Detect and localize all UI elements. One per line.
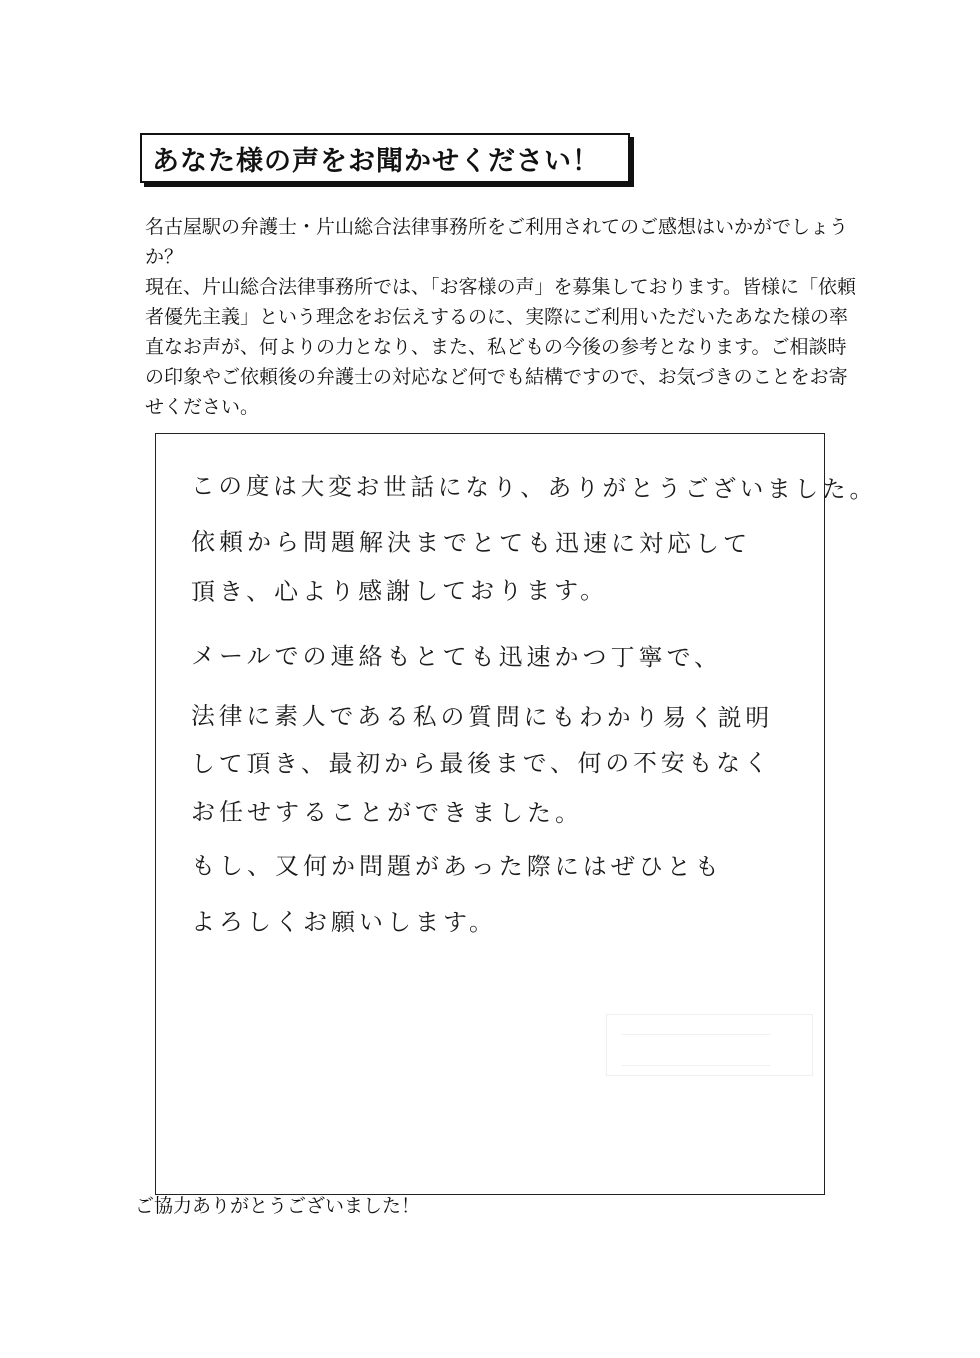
thanks-text: ご協力ありがとうございました！ xyxy=(135,1195,421,1217)
handwritten-line-2: 依頼から問題解決までとても迅速に対応して xyxy=(190,528,752,558)
handwritten-line-4: メールでの連絡もとても迅速かつ丁寧で、 xyxy=(190,642,723,672)
handwritten-line-9: よろしくお願いします。 xyxy=(190,908,498,937)
intro-paragraph-1: 名古屋駅の弁護士・片山総合法律事務所をご利用されてのご感想はいかがでしょうか？ xyxy=(145,216,849,268)
handwritten-line-1: この度は大変お世話になり、ありがとうございました。 xyxy=(190,472,878,504)
faint-stamp-inner xyxy=(621,1034,771,1066)
handwritten-line-5: 法律に素人である私の質問にもわかり易く説明 xyxy=(190,702,774,733)
handwritten-line-6: して頂き、最初から最後まで、何の不安もなく xyxy=(190,748,772,778)
handwritten-answer-box xyxy=(155,433,878,1195)
intro-text xyxy=(145,212,865,422)
handwritten-line-7: お任せすることができました。 xyxy=(190,798,584,828)
handwritten-line-8: もし、又何か問題があった際にはぜひとも xyxy=(190,852,723,881)
page-title: あなた様の声をお聞かせください！ xyxy=(152,145,600,177)
title-box xyxy=(140,133,630,183)
intro-paragraph-2: 現在、片山総合法律事務所では、「お客様の声」を募集しております。皆様に「依頼者優先主義」という理念をお伝えするのに、実際にご利用いただいたあなた様の率直なお声が、何よりの力となり、また、私どもの今後の参考となります。ご相談時の印象やご依頼後の弁護士の対応など何でも結構ですので、お気づきのことをお寄せください。 xyxy=(145,276,856,418)
handwritten-line-3: 頂き、心より感謝しております。 xyxy=(190,576,609,606)
